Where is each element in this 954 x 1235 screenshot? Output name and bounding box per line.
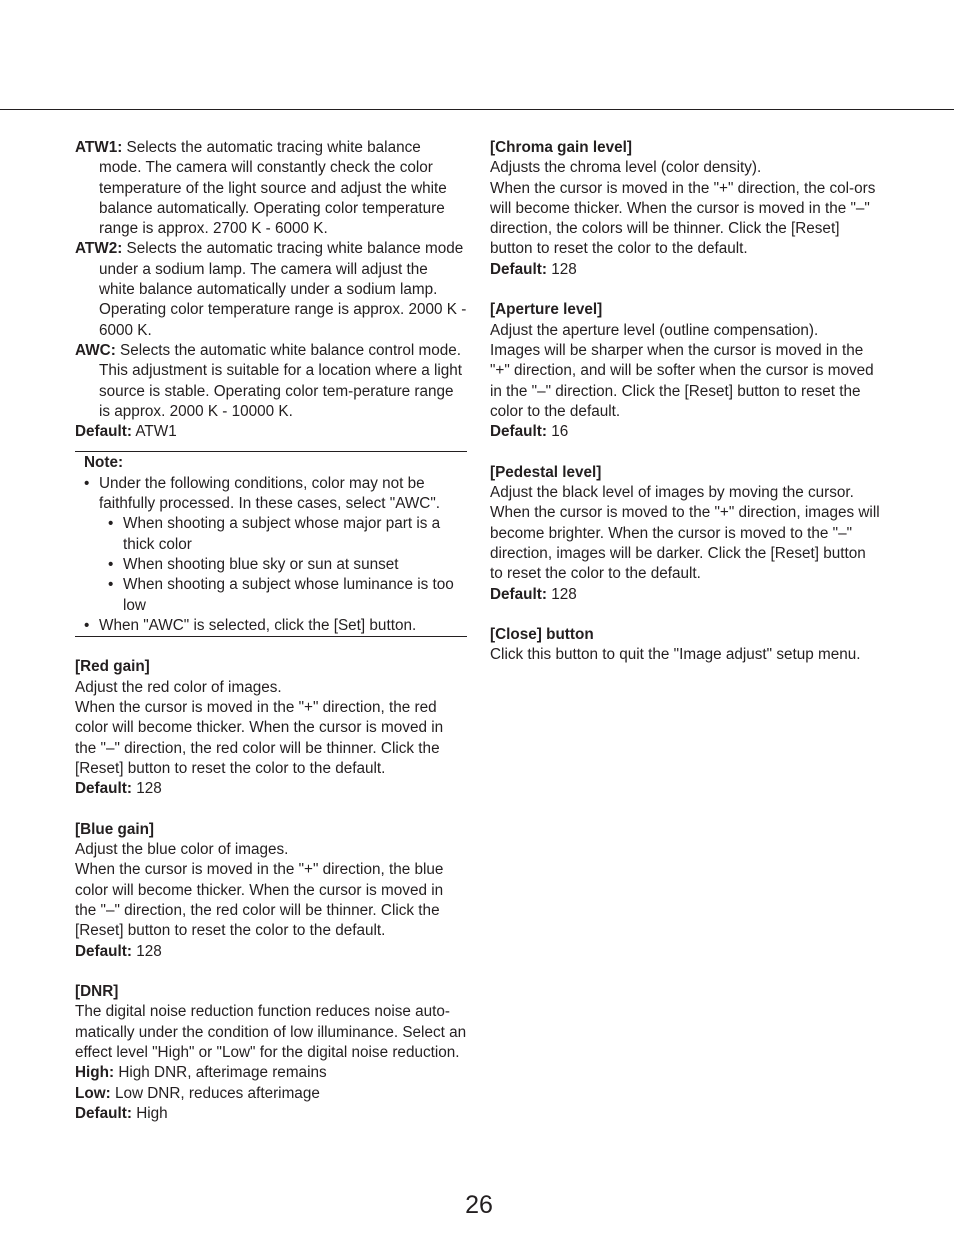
default-value: ATW1 [135, 423, 177, 441]
atw1-term: ATW1: [75, 139, 123, 156]
note-box [75, 451, 467, 637]
note-sub-bullet: • When shooting blue sky or sun at sunset [84, 555, 467, 575]
red-gain-intro: Adjust the red color of images. [75, 678, 282, 696]
left-column [75, 138, 467, 1124]
chroma-intro: Adjusts the chroma level (color density). [490, 159, 762, 177]
dnr-heading: [DNR] [75, 983, 119, 1001]
white-balance-default [75, 422, 467, 442]
note-sub-bullet: • When shooting a subject whose luminance is too low [84, 575, 467, 616]
chroma-body: When the cursor is moved in the "+" direction, the col-ors will become thicker. When the cursor is moved in the "–" direction, the colors will be thinner. Click the [Reset] button to reset the color to the default. [490, 179, 876, 258]
close-button-body: Click this button to quit the "Image adjust" setup menu. [490, 646, 861, 664]
pedestal-default: Default: 128 [490, 585, 577, 603]
awc-text: Selects the automatic white balance control mode. This adjustment is suitable for a location where a light source is stable. Operating color tem-perature range is approx. 2000 K - 10000 K. [99, 341, 463, 420]
default-label: Default: [75, 423, 132, 441]
dnr-high: High: High DNR, afterimage remains [75, 1064, 327, 1082]
close-button-heading: [Close] button [490, 626, 594, 644]
blue-gain-heading: [Blue gain] [75, 820, 155, 838]
dnr-body: The digital noise reduction function reduces noise auto-matically under the condition of low illuminance. Select an effect level "High" or "Low" for the digital noise reduction. [75, 1003, 467, 1062]
blue-gain-default: Default: 128 [75, 942, 162, 960]
awc-term: AWC: [75, 341, 116, 359]
red-gain-heading: [Red gain] [75, 658, 150, 676]
pedestal-body: When the cursor is moved to the "+" direction, images will become brighter. When the cursor is moved to the "–" direction, images will be darker. Click the [Reset] button to reset the color to the default. [490, 504, 880, 583]
note-title: Note: [84, 454, 124, 472]
note-bullet: • Under the following conditions, color may not be faithfully processed. In these cases, select "AWC". [84, 474, 467, 515]
red-gain-default: Default: 128 [75, 780, 162, 798]
atw2-text: Selects the automatic tracing white balance mode under a sodium lamp. The camera will adjust the white balance automatically under a sodium lamp. Operating color temperature range is approx. 2000 K - 6000 K. [99, 240, 467, 339]
aperture-default: Default: 16 [490, 423, 569, 441]
note-bullet: • When "AWC" is selected, click the [Set] button. [84, 616, 467, 636]
dnr-low: Low: Low DNR, reduces afterimage [75, 1084, 320, 1102]
atw1-item [75, 138, 467, 239]
aperture-body: Images will be sharper when the cursor is moved in the "+" direction, and will be softer when the cursor is moved in the "–" direction. Click the [Reset] button to reset the color to the default. [490, 341, 874, 420]
awc-item [75, 341, 467, 422]
pedestal-intro: Adjust the black level of images by moving the cursor. [490, 484, 854, 502]
red-gain-body: When the cursor is moved in the "+" direction, the red color will become thicker. When the cursor is moved in the "–" direction, the red color will be thinner. Click the [Reset] button to reset the color to the default. [75, 699, 444, 777]
chroma-heading: [Chroma gain level] [490, 139, 632, 156]
aperture-intro: Adjust the aperture level (outline compensation). [490, 321, 819, 339]
aperture-heading: [Aperture level] [490, 301, 603, 319]
atw2-item [75, 239, 467, 340]
blue-gain-body: When the cursor is moved in the "+" direction, the blue color will become thicker. When the cursor is moved in the "–" direction, the red color will be thinner. Click the [Reset] button to reset the color to the default. [75, 861, 444, 940]
atw2-term: ATW2: [75, 240, 123, 258]
dnr-default: Default: High [75, 1104, 168, 1122]
pedestal-heading: [Pedestal level] [490, 463, 602, 481]
blue-gain-intro: Adjust the blue color of images. [75, 841, 289, 859]
right-column [490, 138, 882, 666]
atw1-text: Selects the automatic tracing white balance mode. The camera will constantly check the color temperature of the light source and adjust the white balance automatically. Operating color temperature range is approx. 2700 K - 6000 K. [99, 139, 447, 238]
chroma-default: Default: 128 [490, 260, 577, 278]
header-rule [0, 109, 954, 110]
note-sub-bullet: • When shooting a subject whose major part is a thick color [84, 514, 467, 555]
page-number: 26 [465, 1191, 493, 1219]
